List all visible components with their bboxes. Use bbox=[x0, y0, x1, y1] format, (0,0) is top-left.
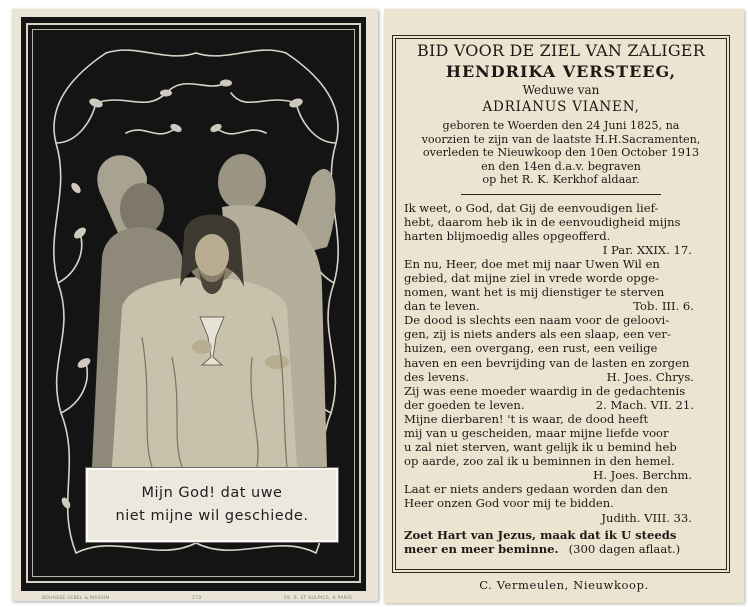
passage bbox=[404, 384, 718, 412]
passage-line: op aarde, zoo zal ik u beminnen in den hemel. bbox=[404, 454, 675, 469]
passage-line: Zij was eene moeder waardig in de gedachtenis bbox=[404, 383, 686, 398]
passage-line: dan te leven. bbox=[404, 299, 480, 314]
passage-line: harten blijmoedig alles opgeofferd. bbox=[404, 228, 611, 243]
section-divider bbox=[461, 194, 661, 195]
christ-with-angels-illustration bbox=[72, 137, 344, 467]
passage bbox=[404, 257, 718, 313]
imprint-publisher: BOUASSE-LEBEL & MASSIN bbox=[42, 596, 110, 601]
indulgence-note: (300 dagen aflaat.) bbox=[568, 541, 681, 556]
bio-line: en den 14en d.a.v. begraven bbox=[481, 159, 641, 173]
prayer-heading: BID VOOR DE ZIEL VAN ZALIGER bbox=[417, 41, 705, 60]
passage bbox=[404, 482, 718, 524]
passage-reference: H. Joes. Chrys. bbox=[606, 369, 694, 384]
passage-reference: 2. Mach. VII. 21. bbox=[595, 397, 694, 412]
passage-line: gebied, dat mijne ziel in vrede worde opge- bbox=[404, 270, 659, 285]
passage-line: u zal niet sterven, want gelijk ik u bemind heb bbox=[404, 440, 677, 455]
passage-line: Heer onzen God voor mij te bidden. bbox=[404, 496, 614, 511]
bio-line: voorzien te zijn van de laatste H.H.Sacramenten, bbox=[421, 132, 701, 146]
passage-line: En nu, Heer, doe met mij naar Uwen Wil en bbox=[404, 256, 660, 271]
passage-line: der goeden te leven. bbox=[404, 397, 525, 412]
printer-credit: C. Vermeulen, Nieuwkoop. bbox=[479, 578, 649, 592]
passage-last-line-row bbox=[404, 299, 718, 313]
biography bbox=[398, 119, 724, 187]
passage bbox=[404, 201, 718, 257]
passage-reference: H. Joes. Berchm. bbox=[593, 468, 692, 483]
deceased-name: HENDRIKA VERSTEEG, bbox=[445, 62, 677, 81]
passage-line: huizen, een overgang, een rust, een veilige bbox=[404, 341, 658, 356]
sacred-heart-invocation bbox=[398, 528, 724, 556]
imprint-address: 59, R. ST SULPICE, A PARIS bbox=[283, 596, 352, 601]
caption-box bbox=[86, 468, 338, 542]
husband-name: ADRIANUS VIANEN, bbox=[482, 99, 640, 115]
bio-line: op het R. K. Kerkhof aldaar. bbox=[482, 173, 640, 186]
caption-line-1: Mijn God! dat uwe bbox=[141, 485, 283, 501]
invocation-line: Zoet Hart van Jezus, maak dat ik U steeds bbox=[404, 527, 677, 542]
passage-line: Ik weet, o God, dat Gij de eenvoudigen lief- bbox=[404, 200, 659, 215]
passage-last-line-row bbox=[404, 398, 718, 412]
passage-line: Laat er niets anders gedaan worden dan den bbox=[404, 482, 668, 497]
prayer-card-back bbox=[384, 9, 744, 603]
bio-line: overleden te Nieuwkoop den 10en October 1913 bbox=[422, 146, 700, 159]
passage-reference: Tob. III. 6. bbox=[633, 299, 694, 314]
invocation-line-2 bbox=[404, 542, 718, 556]
passage-reference: I Par. XXIX. 17. bbox=[602, 242, 692, 257]
caption-line-2: niet mijne wil geschiede. bbox=[115, 508, 309, 524]
imprint-number: 173 bbox=[191, 596, 202, 601]
passage bbox=[404, 313, 718, 383]
passage-line: Mijne dierbaren! 't is waar, de dood heeft bbox=[404, 411, 649, 426]
invocation-line: meer en meer beminne. bbox=[404, 541, 559, 556]
prayer-card-front bbox=[12, 9, 378, 601]
passage-line: gen, zij is niets anders als een slaap, een ver- bbox=[404, 327, 671, 342]
scripture-passages bbox=[398, 201, 724, 525]
passage-line: haven en een bevrijding van de lasten en zorgen bbox=[404, 355, 690, 370]
memorial-text bbox=[398, 38, 724, 556]
passage-line: hebt, daarom heb ik in de eenvoudigheid mijns bbox=[404, 214, 681, 229]
passage-reference: Judith. VIII. 33. bbox=[601, 510, 692, 525]
publisher-imprint bbox=[42, 596, 352, 601]
passage-line: nomen, want het is mij dienstiger te sterven bbox=[404, 285, 665, 300]
bio-line: geboren te Woerden den 24 Juni 1825, na bbox=[442, 119, 680, 132]
passage-line: des levens. bbox=[404, 369, 469, 384]
passage bbox=[404, 412, 718, 482]
passage-last-line-row bbox=[404, 370, 718, 384]
passage-line: mij van u gescheiden, maar mijne liefde voor bbox=[404, 426, 669, 440]
widow-of-label: Weduwe van bbox=[522, 83, 600, 97]
passage-line: De dood is slechts een naam voor de geloovi- bbox=[404, 313, 670, 328]
